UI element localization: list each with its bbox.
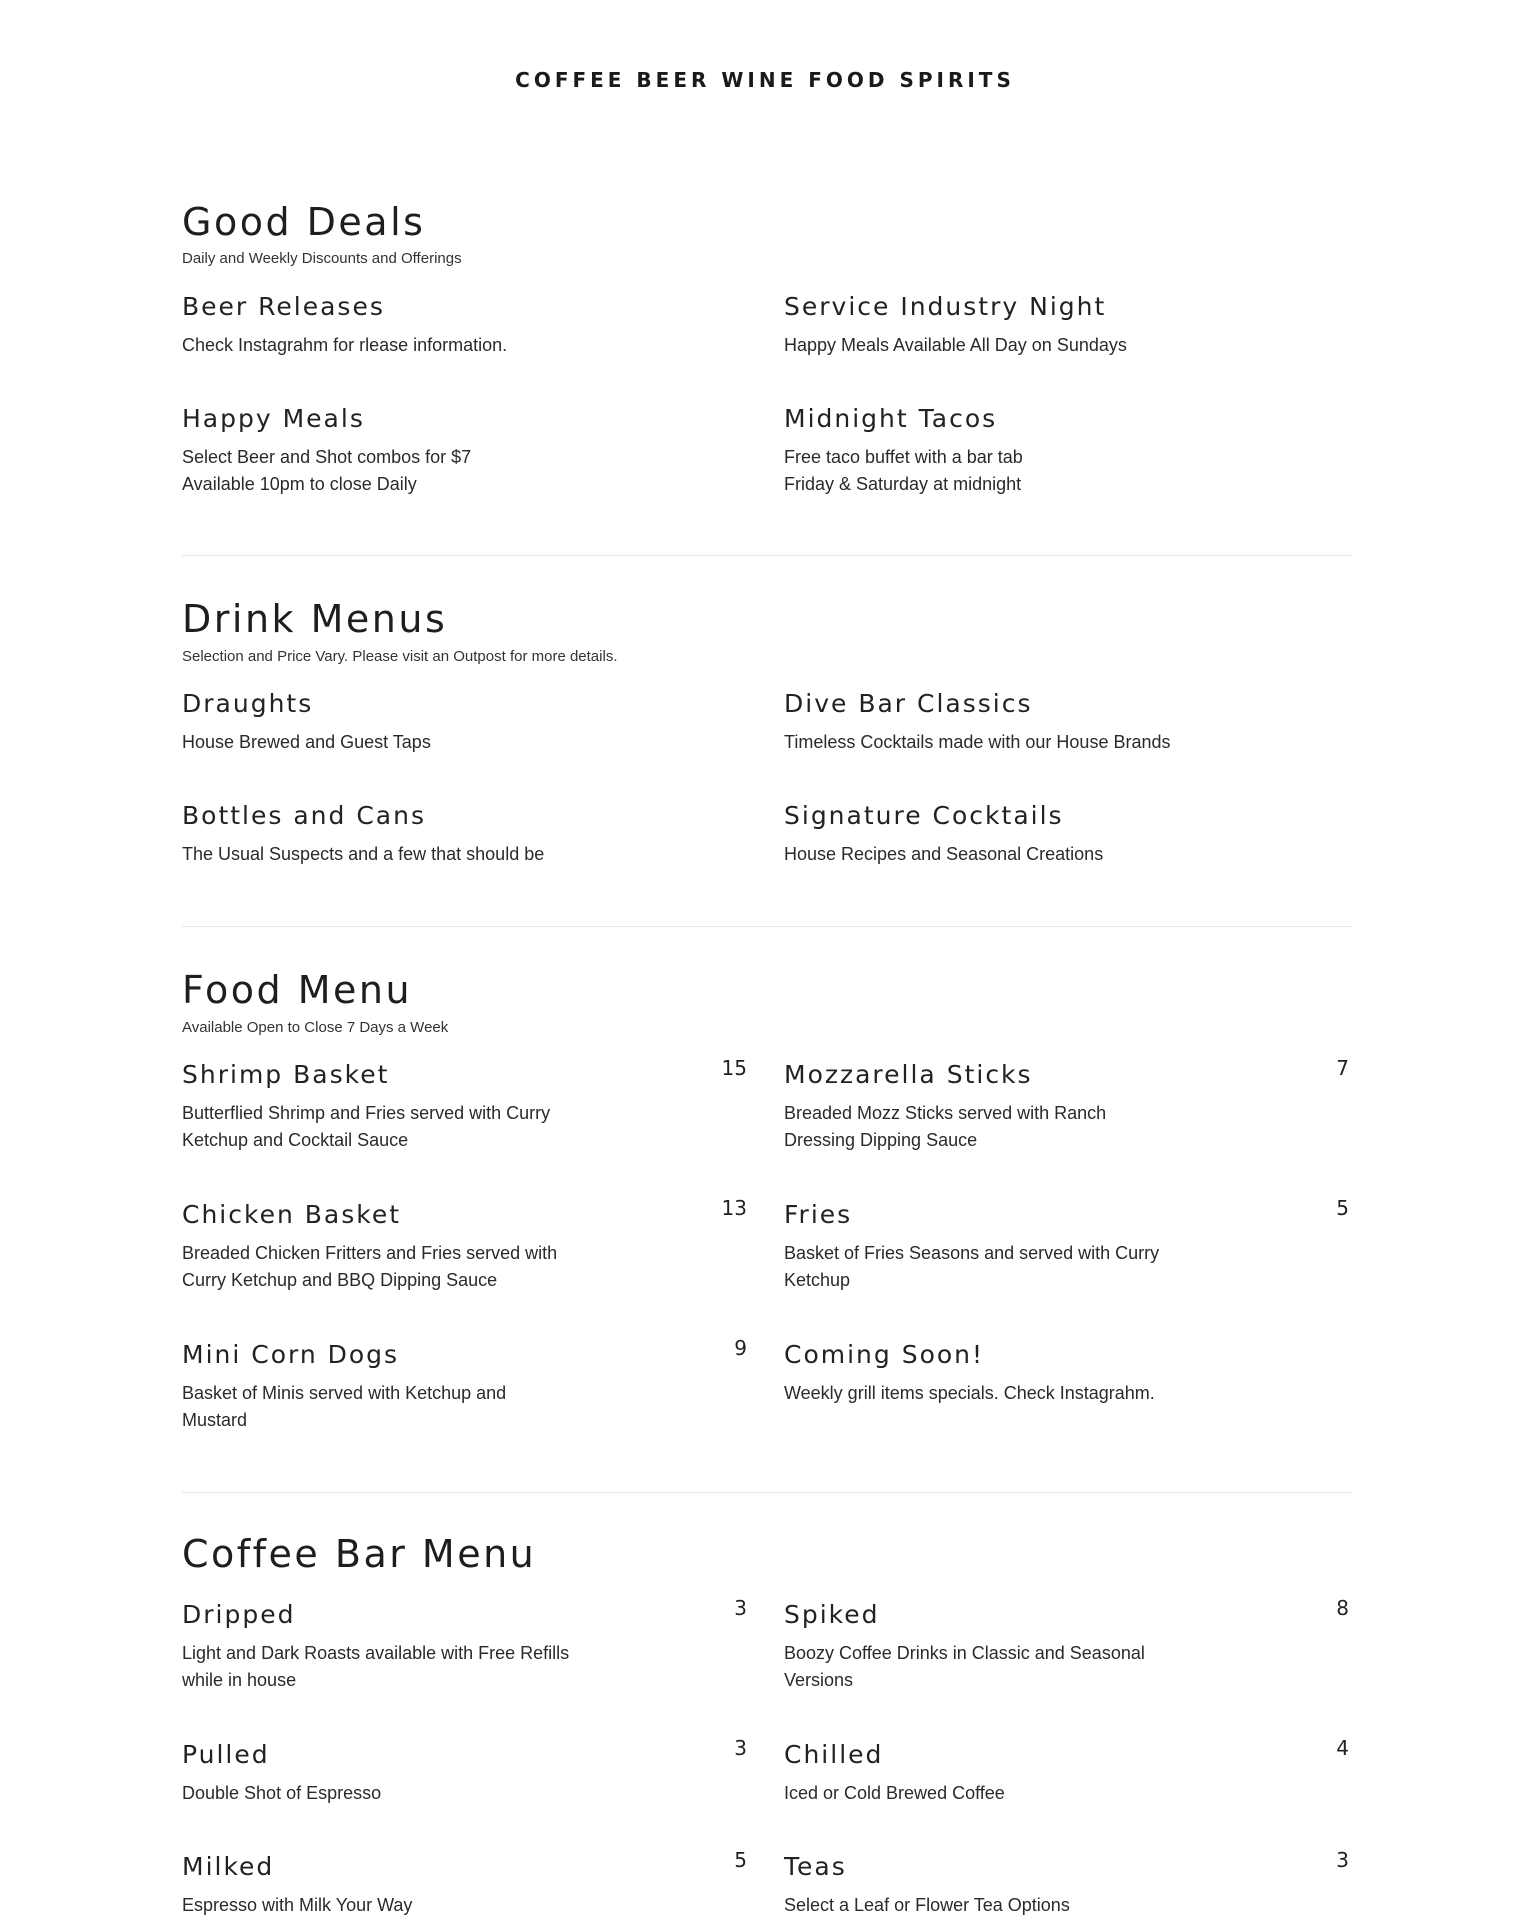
item-description: The Usual Suspects and a few that should be xyxy=(182,844,545,864)
item-description: Weekly grill items specials. Check Instagrahm. xyxy=(784,1383,1155,1403)
item-description: Free taco buffet with a bar tab Friday & Saturday at midnight xyxy=(784,447,1023,494)
item-name: Mozzarella Sticks xyxy=(784,1060,1033,1089)
item-price: 3 xyxy=(734,1736,747,1760)
item-description: Timeless Cocktails made with our House Brands xyxy=(784,732,1171,752)
section-divider xyxy=(182,926,1352,927)
item-name: Service Industry Night xyxy=(784,292,1107,321)
item-description: Check Instagrahm for rlease information. xyxy=(182,335,508,355)
section-title: Drink Menus xyxy=(182,597,448,641)
item-name: Coming Soon! xyxy=(784,1340,985,1369)
site-tagline: COFFEE BEER WINE FOOD SPIRITS xyxy=(515,68,1015,92)
section-title: Food Menu xyxy=(182,968,413,1012)
item-name: Happy Meals xyxy=(182,404,365,433)
item-price: 5 xyxy=(1336,1196,1349,1220)
section-subtitle: Selection and Price Vary. Please visit an Outpost for more details. xyxy=(182,648,618,665)
section-drink-menus xyxy=(182,593,1352,933)
item-description: Basket of Fries Seasons and served with Curry Ketchup xyxy=(784,1243,1160,1290)
item-description: Boozy Coffee Drinks in Classic and Seasonal Versions xyxy=(784,1643,1145,1690)
item-name: Dive Bar Classics xyxy=(784,689,1033,718)
item-description: Double Shot of Espresso xyxy=(182,1783,382,1803)
item-name: Fries xyxy=(784,1200,853,1229)
item-price: 5 xyxy=(734,1848,747,1872)
item-name: Spiked xyxy=(784,1600,880,1629)
item-name: Beer Releases xyxy=(182,292,385,321)
item-name: Dripped xyxy=(182,1600,296,1629)
item-price: 3 xyxy=(1336,1848,1349,1872)
section-coffee-bar-menu xyxy=(182,1528,1352,1923)
item-description: Espresso with Milk Your Way xyxy=(182,1895,413,1915)
item-name: Chicken Basket xyxy=(182,1200,402,1229)
item-name: Draughts xyxy=(182,689,314,718)
item-price: 4 xyxy=(1336,1736,1349,1760)
section-title: Good Deals xyxy=(182,200,426,244)
item-price: 7 xyxy=(1336,1056,1349,1080)
item-description: Select Beer and Shot combos for $7 Available 10pm to close Daily xyxy=(182,447,472,494)
item-name: Milked xyxy=(182,1852,275,1881)
item-description: Happy Meals Available All Day on Sundays xyxy=(784,335,1127,355)
item-price: 9 xyxy=(734,1336,747,1360)
section-divider xyxy=(182,1492,1352,1493)
item-description: Select a Leaf or Flower Tea Options xyxy=(784,1895,1070,1915)
section-divider xyxy=(182,555,1352,556)
item-name: Teas xyxy=(784,1852,847,1881)
section-subtitle: Available Open to Close 7 Days a Week xyxy=(182,1019,449,1036)
item-price: 15 xyxy=(721,1056,747,1080)
item-description: Basket of Minis served with Ketchup and Mustard xyxy=(182,1383,507,1430)
item-description: Breaded Mozz Sticks served with Ranch Dressing Dipping Sauce xyxy=(784,1103,1107,1150)
section-food-menu xyxy=(182,964,1352,1484)
item-name: Mini Corn Dogs xyxy=(182,1340,400,1369)
item-name: Shrimp Basket xyxy=(182,1060,390,1089)
item-description: Butterflied Shrimp and Fries served with Curry Ketchup and Cocktail Sauce xyxy=(182,1103,551,1150)
section-subtitle: Daily and Weekly Discounts and Offerings xyxy=(182,250,462,267)
item-name: Pulled xyxy=(182,1740,270,1769)
item-description: Iced or Cold Brewed Coffee xyxy=(784,1783,1005,1803)
site-tagline-bar xyxy=(0,68,1530,92)
item-description: Light and Dark Roasts available with Free Refills while in house xyxy=(182,1643,570,1690)
item-name: Chilled xyxy=(784,1740,884,1769)
item-name: Midnight Tacos xyxy=(784,404,998,433)
item-description: Breaded Chicken Fritters and Fries served with Curry Ketchup and BBQ Dipping Sauce xyxy=(182,1243,558,1290)
item-description: House Brewed and Guest Taps xyxy=(182,732,431,752)
section-good-deals xyxy=(182,196,1352,556)
item-name: Bottles and Cans xyxy=(182,801,426,830)
item-price: 3 xyxy=(734,1596,747,1620)
item-name: Signature Cocktails xyxy=(784,801,1064,830)
section-title: Coffee Bar Menu xyxy=(182,1532,537,1576)
item-description: House Recipes and Seasonal Creations xyxy=(784,844,1104,864)
item-price: 13 xyxy=(721,1196,747,1220)
item-price: 8 xyxy=(1336,1596,1349,1620)
